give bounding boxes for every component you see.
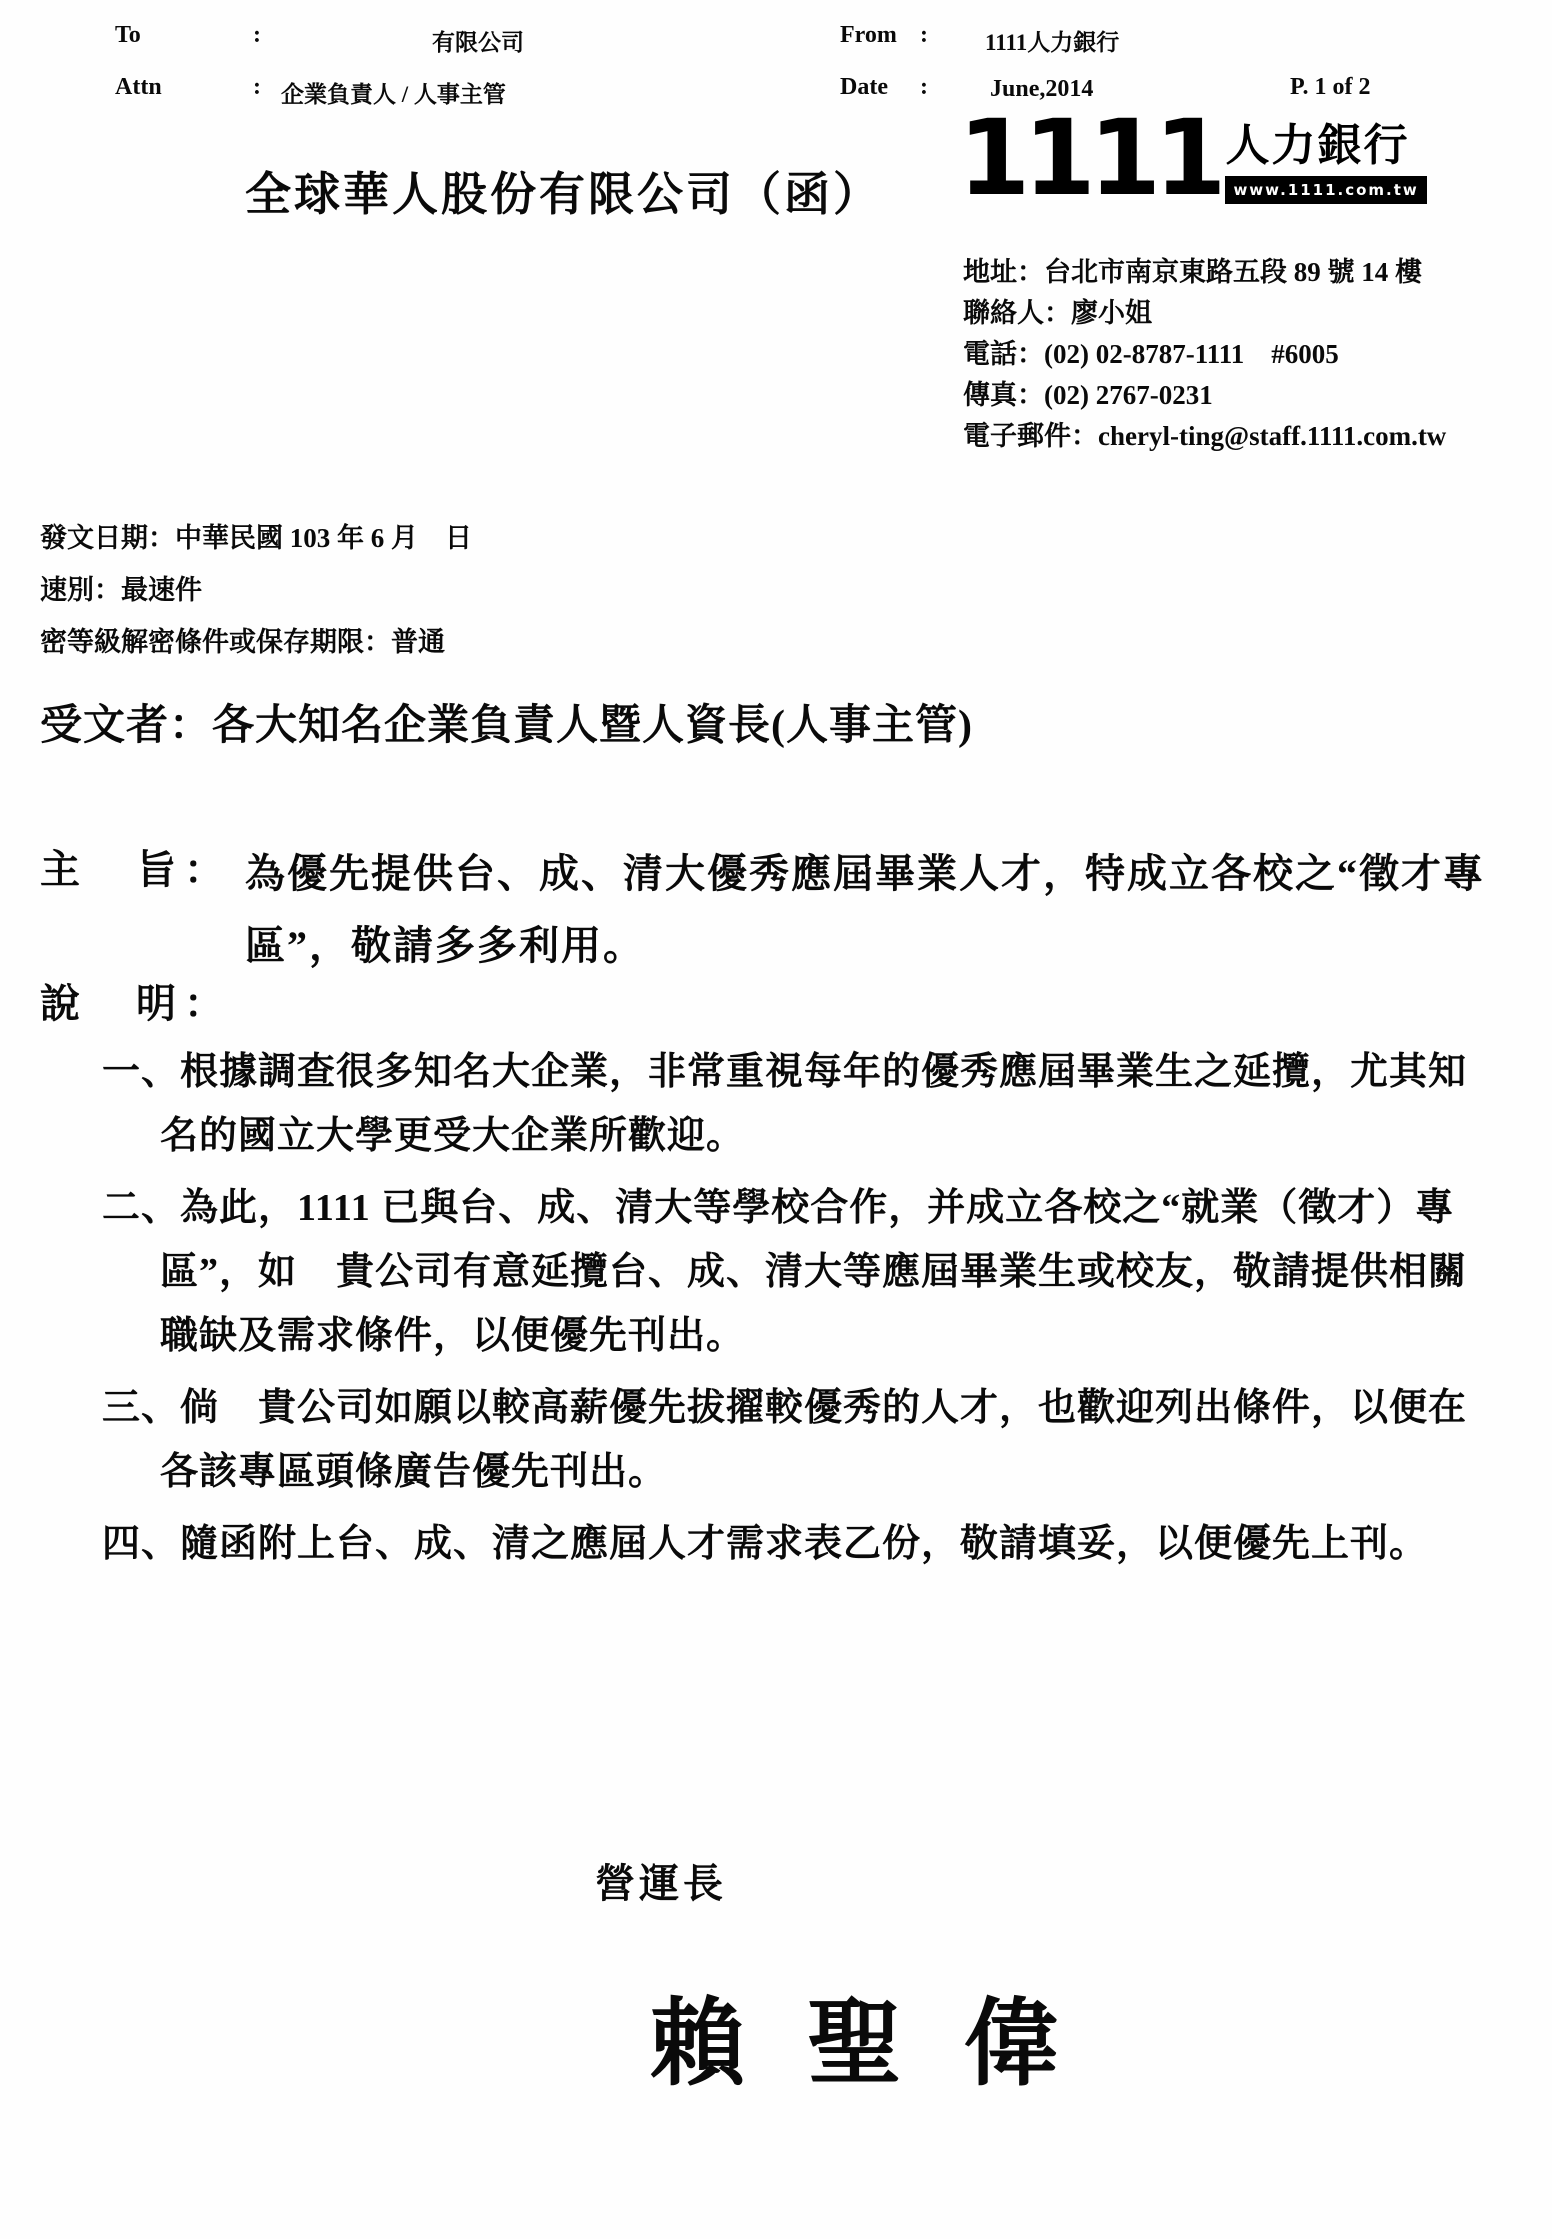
explanation-item-2 [102, 1176, 1502, 1368]
contact-address: 地址：台北市南京東路五段 89 號 14 樓 [963, 257, 1422, 287]
contact-block [963, 252, 1446, 457]
explanation-label: 說 明： [40, 981, 232, 1026]
from-label: From [840, 22, 897, 48]
date-colon: : [920, 74, 928, 100]
issue-date: 發文日期：中華民國 103 年 6 月 日 [40, 523, 472, 553]
explanation-items [102, 1040, 1502, 1584]
item-text: 倘 貴公司如願以較高薪優先拔擢較優秀的人才，也歡迎列出條件，以便在各該專區頭條廣告優先刊出。 [160, 1387, 1468, 1493]
attn-label: Attn [115, 74, 162, 100]
contact-fax: 傳真：(02) 2767-0231 [963, 380, 1213, 410]
priority: 速別：最速件 [40, 575, 202, 605]
logo-url-bar: www.1111.com.tw [1225, 176, 1426, 204]
item-text: 為此，1111 已與台、成、清大等學校合作，并成立各校之“就業（徵才）專區”，如 貴公司有意延攬台、成、清大等應屆畢業生或校友，敬請提供相關職缺及需求條件，以便優先刊出。 [160, 1187, 1468, 1357]
page-number: P. 1 of 2 [1290, 74, 1371, 100]
item-number: 一、 [102, 1051, 181, 1093]
subject-text: 為優先提供台、成、清大優秀應屆畢業人才，特成立各校之“徵才專區”，敬請多多利用。 [245, 851, 1485, 968]
explanation-item-3 [102, 1376, 1502, 1504]
attn-value: 企業負責人 / 人事主管 [281, 82, 506, 107]
signer-title: 營運長 [595, 1861, 727, 1906]
contact-person: 聯絡人：廖小姐 [963, 298, 1152, 328]
item-number: 三、 [102, 1387, 181, 1429]
from-colon: : [920, 22, 928, 48]
item-text: 隨函附上台、成、清之應屆人才需求表乙份，敬請填妥，以便優先上刊。 [180, 1523, 1429, 1565]
item-number: 二、 [102, 1187, 181, 1229]
from-value: 1111人力銀行 [985, 30, 1120, 55]
attn-colon: : [253, 74, 261, 100]
explanation-item-1 [102, 1040, 1502, 1168]
recipient-line: 受文者：各大知名企業負責人暨人資長(人事主管) [40, 703, 973, 749]
logo-digits: 1111 [958, 97, 1220, 219]
explanation-item-4 [102, 1512, 1502, 1576]
logo-brand-text: 人力銀行 [1225, 121, 1410, 170]
signer-name: 賴聖偉 [650, 1991, 1122, 2097]
date-value: June,2014 [990, 76, 1094, 102]
classification: 密等級解密條件或保存期限：普通 [40, 627, 445, 657]
subject-label: 主 旨： [40, 847, 232, 892]
to-value: 有限公司 [432, 30, 524, 55]
item-text: 根據調查很多知名大企業，非常重視每年的優秀應屆畢業生之延攬，尤其知名的國立大學更受大企業所歡迎。 [160, 1051, 1468, 1157]
contact-phone: 電話：(02) 02-8787-1111 #6005 [963, 339, 1339, 369]
to-label: To [115, 22, 141, 48]
company-logo [958, 97, 1427, 219]
contact-email: 電子郵件：cheryl-ting@staff.1111.com.tw [963, 421, 1447, 451]
meta-block [40, 512, 472, 668]
item-number: 四、 [102, 1523, 181, 1565]
letter-title: 全球華人股份有限公司（函） [245, 169, 882, 220]
date-label: Date [840, 74, 888, 100]
to-colon: : [253, 22, 261, 48]
